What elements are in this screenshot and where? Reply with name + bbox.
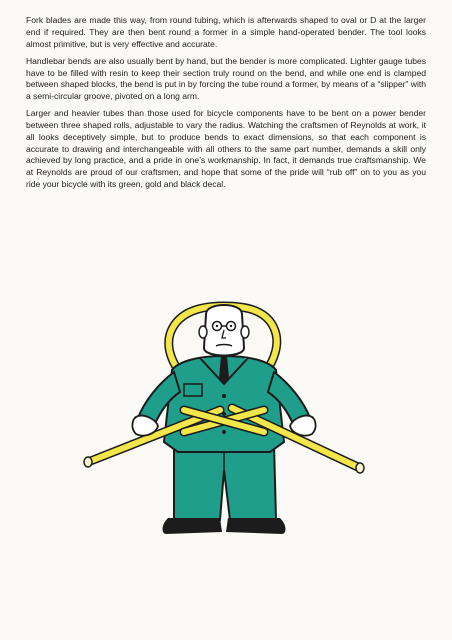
body-text <box>26 15 426 196</box>
paragraph-fork-blades: Fork blades are made this way, from round tubing, which is afterwards shaped to oval or D at the larger end if required. They are then bent round a former in a simple hand-operated bender. The tool looks almost primitive, but is very effective and accurate. <box>26 15 426 49</box>
paragraph-larger-tubes: Larger and heavier tubes than those used for bicycle components have to be bent on a power bender between three shaped rolls, adjustable to vary the radius. Watching the craftsmen of Reynolds at work, it all looks deceptively simple, but to produce bends to exact dimensions, so that each component is accurate to drawing and interchangeable with all others to the same part number, demands a skill only achieved by long practice, and a pride in one’s workmanship. In fact, it demands true craftsmanship. We at Reynolds are proud of our craftsmen, and hope that some of the pride will “rub off” on to you as you ride your bicycle with its green, gold and black decal. <box>26 108 426 189</box>
shoes <box>163 518 286 534</box>
paragraph-handlebar-bends: Handlebar bends are also usually bent by hand, but the bender is more complicated. Lighter gauge tubes have to be filled with resin to keep their section truly round on the bend, and while one end is clamped between shaped blocks, the bend is put in by forcing the tube round a former, by means of a “slipper” with a semi-circular groove, pivoted on a long arm. <box>26 55 426 101</box>
craftsman-illustration <box>74 292 374 552</box>
trousers <box>174 444 276 520</box>
